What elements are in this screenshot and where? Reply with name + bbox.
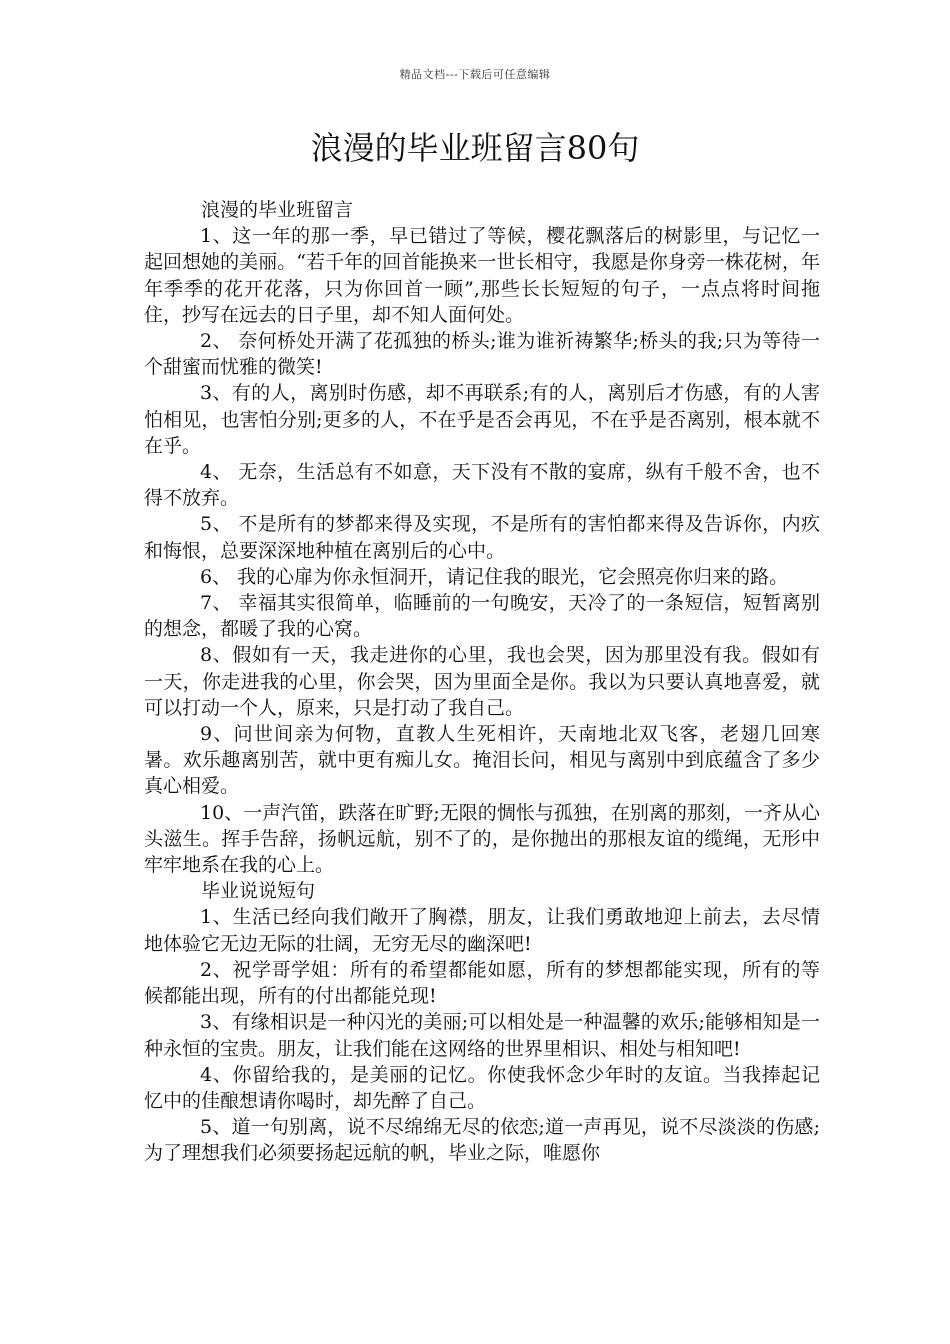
paragraph: 1、生活已经向我们敞开了胸襟，朋友，让我们勇敢地迎上前去，去尽情地体验它无边无际的壮阔，无穷无尽的幽深吧! — [144, 906, 820, 955]
paragraph: 4、你留给我的，是美丽的记忆。你使我怀念少年时的友谊。当我捧起记忆中的佳酿想请你喝时，却先醉了自己。 — [144, 1063, 820, 1112]
paragraph: 8、假如有一天，我走进你的心里，我也会哭，因为那里没有我。假如有一天，你走进我的心里，你会哭，因为里面全是你。我以为只要认真地喜爱，就可以打动一个人，原来，只是打动了我自己。 — [144, 644, 820, 719]
paragraph: 2、祝学哥学姐：所有的希望都能如愿，所有的梦想都能实现，所有的等候都能出现，所有的付出都能兑现! — [144, 958, 820, 1008]
section-heading: 毕业说说短句 — [201, 880, 316, 903]
paragraph: 5、 不是所有的梦都来得及实现，不是所有的害怕都来得及告诉你，内疚和悔恨，总要深深地种植在离别后的心中。 — [144, 513, 820, 562]
paragraph: 10、一声汽笛，跌落在旷野;无限的惆怅与孤独，在别离的那刻，一齐从心头滋生。挥手告辞，扬帆远航，别不了的，是你抛出的那根友谊的缆绳，无形中牢牢地系在我的心上。 — [144, 801, 820, 877]
paragraph: 2、 奈何桥处开满了花孤独的桥头;谁为谁祈祷繁华;桥头的我;只为等待一个甜蜜而忧雅的微笑! — [144, 330, 820, 379]
paragraph: 4、 无奈，生活总有不如意，天下没有不散的宴席，纵有千般不舍，也不得不放弃。 — [144, 461, 820, 510]
document-title: 浪漫的毕业班留言80句 — [310, 129, 640, 167]
paragraph: 1、这一年的那一季，早已错过了等候，樱花飘落后的树影里，与记忆一起回想她的美丽。“若千年的回首能换来一世长相守，我愿是你身旁一株花树，年年季季的花开花落，只为你回首一顾”,那些长长短短的句子，一点点将时间拖住，抄写在远去的日子里，却不知人面何处。 — [144, 225, 820, 326]
header-note: 精品文档---下载后可任意编辑 — [399, 68, 551, 81]
section-heading: 浪漫的毕业班留言 — [201, 199, 354, 221]
paragraph: 5、道一句别离，说不尽绵绵无尽的依恋;道一声再见，说不尽淡淡的伤感;为了理想我们必须要扬起远航的帆，毕业之际，唯愿你 — [144, 1116, 820, 1165]
paragraph: 7、 幸福其实很简单，临睡前的一句晚安，天冷了的一条短信，短暂离别的想念，都暖了我的心窝。 — [144, 592, 820, 641]
document-body — [144, 197, 820, 1167]
paragraph: 3、有缘相识是一种闪光的美丽;可以相处是一种温馨的欢乐;能够相知是一种永恒的宝贵。朋友，让我们能在这网络的世界里相识、相处与相知吧! — [144, 1011, 820, 1060]
paragraph: 6、 我的心扉为你永恒洞开，请记住我的眼光，它会照亮你归来的路。 — [200, 565, 789, 588]
paragraph: 9、问世间亲为何物，直教人生死相许，天南地北双飞客，老翅几回寒暑。欢乐趣离别苦，就中更有痴儿女。掩泪长问，相见与离别中到底蕴含了多少真心相爱。 — [144, 723, 820, 798]
paragraph: 3、有的人，离别时伤感，却不再联系;有的人，离别后才伤感，有的人害怕相见，也害怕分别;更多的人，不在乎是否会再见，不在乎是否离别，根本就不在乎。 — [144, 382, 820, 457]
